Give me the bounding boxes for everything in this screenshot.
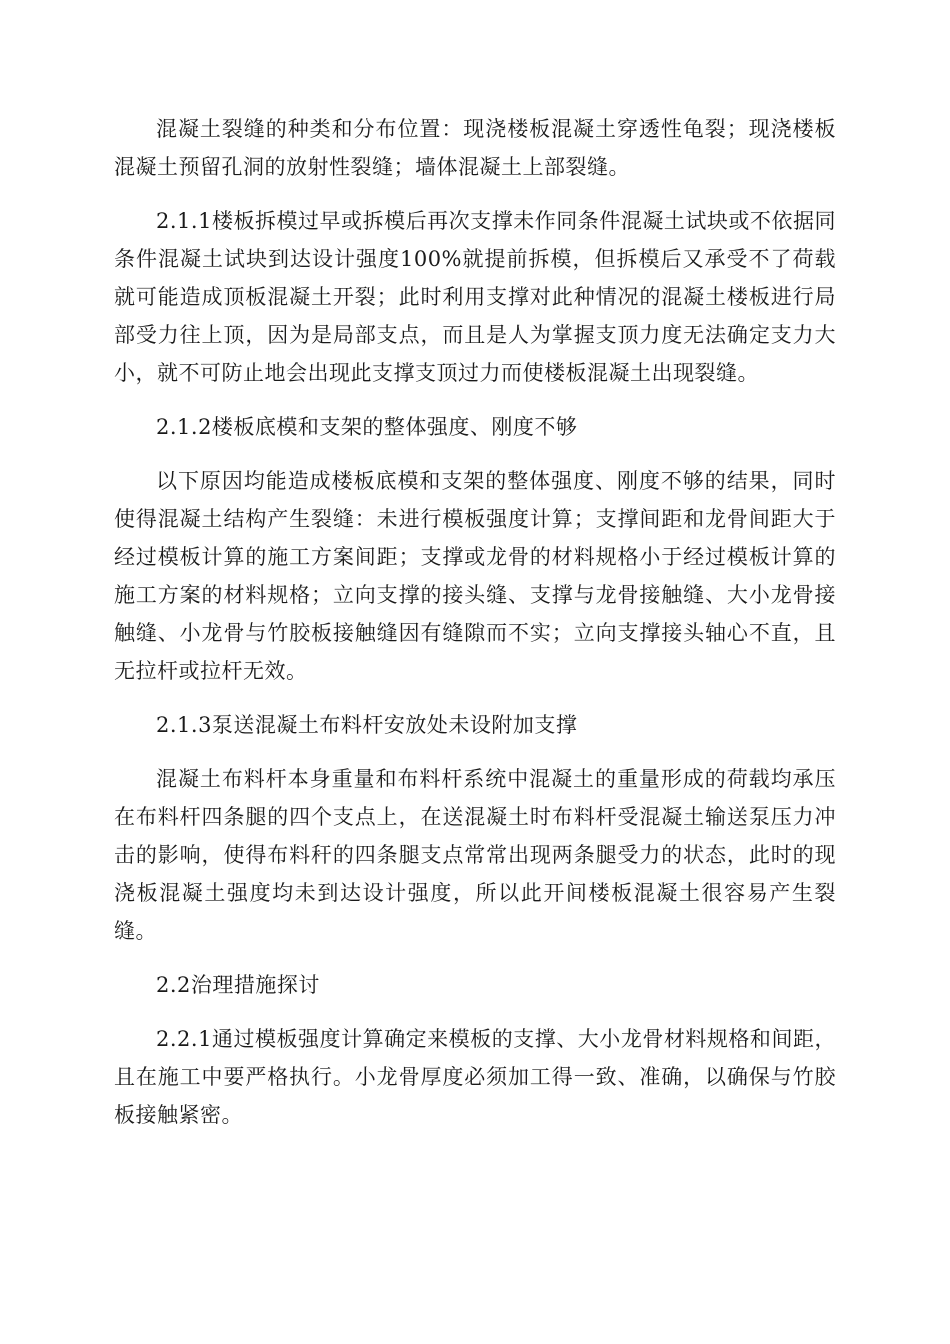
heading-2-1-2: 2.1.2楼板底模和支架的整体强度、刚度不够 <box>156 415 578 439</box>
paragraph-2-2-1: 2.2.1通过模板强度计算确定来模板的支撑、大小龙骨材料规格和间距，且在施工中要严格执行。小龙骨厚度必须加工得一致、准确，以确保与竹胶板接触紧密。 <box>114 1027 836 1127</box>
document-page <box>114 110 836 1150</box>
paragraph-2-1-1: 2.1.1楼板拆模过早或拆模后再次支撑未作同条件混凝土试块或不依据同条件混凝土试块到达设计强度100%就提前拆模，但拆模后又承受不了荷载就可能造成顶板混凝土开裂；此时利用支撑对此种情况的混凝土楼板进行局部受力往上顶，因为是局部支点，而且是人为掌握支顶力度无法确定支力大小，就不可防止地会出现此支撑支顶过力而使楼板混凝土出现裂缝。 <box>114 209 836 385</box>
paragraph-placing-boom: 混凝土布料杆本身重量和布料杆系统中混凝土的重量形成的荷载均承压在布料杆四条腿的四个支点上，在送混凝土时布料杆受混凝土输送泵压力冲击的影响，使得布料秆的四条腿支点常常出现两条腿受力的状态，此时的现浇板混凝土强度均未到达设计强度，所以此开间楼板混凝土很容易产生裂缝。 <box>114 767 836 943</box>
paragraph-crack-types: 混凝土裂缝的种类和分布位置：现浇楼板混凝土穿透性龟裂；现浇楼板混凝土预留孔洞的放射性裂缝；墙体混凝土上部裂缝。 <box>114 117 836 179</box>
heading-2-1-3: 2.1.3泵送混凝土布料杆安放处未设附加支撑 <box>156 713 578 737</box>
heading-2-2: 2.2治理措施探讨 <box>156 973 320 997</box>
paragraph-formwork-strength: 以下原因均能造成楼板底模和支架的整体强度、刚度不够的结果，同时使得混凝土结构产生裂缝：未进行模板强度计算；支撑间距和龙骨间距大于经过模板计算的施工方案间距；支撑或龙骨的材料规格小于经过模板计算的施工方案的材料规格；立向支撑的接头缝、支撑与龙骨接触缝、大小龙骨接触缝、小龙骨与竹胶板接触缝因有缝隙而不实；立向支撑接头轴心不直，且无拉杆或拉杆无效。 <box>114 469 836 683</box>
